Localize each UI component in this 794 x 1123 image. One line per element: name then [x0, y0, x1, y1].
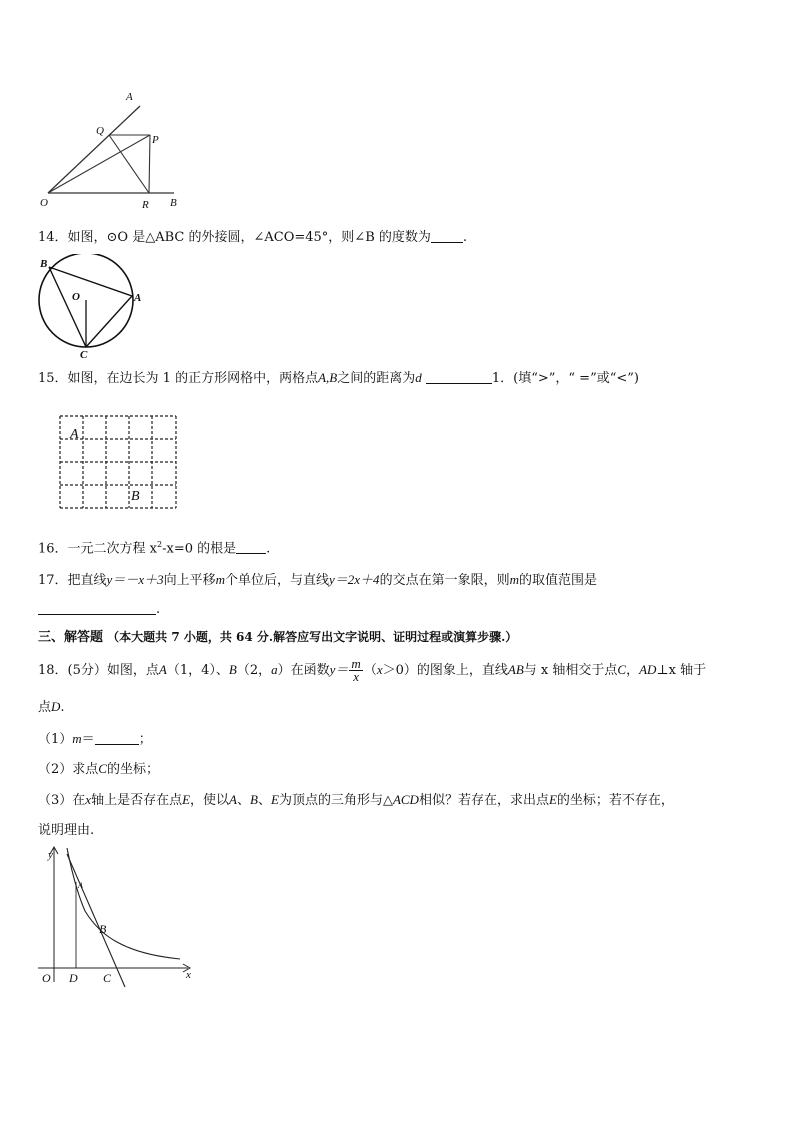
section-3-desc: （本大题共 7 小题，共 64 分.解答应写出文字说明、证明过程或演算步骤.） — [107, 630, 518, 644]
q17-eq1: y＝－x＋3 — [106, 572, 164, 587]
q18-part1 — [38, 729, 152, 750]
hyperbola — [67, 848, 180, 959]
label-Q: Q — [96, 125, 104, 137]
segment-OP — [48, 135, 150, 193]
q18-part3-A: A — [229, 792, 237, 807]
q15-text-a: 15．如图，在边长为 1 的正方形网格中，两格点 — [38, 371, 319, 386]
q17-answer-blank[interactable] — [38, 600, 156, 615]
label-A: A — [78, 881, 83, 890]
q18-part1-end: ； — [138, 732, 152, 747]
q18-part2-C: C — [98, 761, 107, 776]
q18-part2-text: 的坐标； — [106, 762, 159, 777]
q18-A: A — [158, 662, 167, 677]
question-18-line2 — [38, 697, 65, 718]
q18-part1-eq: ＝ — [81, 732, 95, 747]
q18-part3-text: 的坐标；若不存在， — [556, 793, 674, 808]
q18-part3-text: ，使以 — [190, 793, 230, 808]
q17-text-b: 向上平移 — [163, 573, 216, 588]
q17-eq2: y＝2x＋4 — [329, 572, 380, 587]
label-O: O — [40, 197, 48, 209]
q18-B: B — [228, 662, 237, 677]
label-B: B — [170, 197, 177, 209]
q15-points: A,B — [318, 370, 338, 385]
ray-OA — [48, 106, 140, 193]
q16-text-b: -x=0 的根是 — [162, 541, 237, 557]
label-P: P — [152, 134, 159, 146]
label-A: A — [70, 427, 79, 442]
label-y: y — [48, 849, 53, 861]
q18-text: ， — [626, 663, 640, 678]
q15-d: d — [415, 370, 422, 385]
question-15 — [38, 368, 639, 389]
q18-part3-x: x — [85, 792, 92, 807]
q18-part1-m: m — [72, 731, 82, 746]
q18-part3-text: 为顶点的三角形与△ — [278, 793, 393, 808]
q18-AB: AB — [507, 662, 524, 677]
q17-text-d: 的交点在第一象限，则 — [379, 573, 510, 588]
label-O: O — [72, 291, 80, 303]
q16-end: . — [266, 541, 271, 557]
q18-part1-label: （1） — [38, 732, 73, 747]
segment-PR — [149, 135, 150, 193]
q18-part2 — [38, 759, 159, 780]
q18-D: D — [51, 699, 61, 714]
q18-part3-text: 轴上是否存在点 — [91, 793, 183, 808]
q16-text-a: 16．一元二次方程 x — [38, 541, 158, 557]
q18-fraction — [349, 658, 362, 683]
q18-text: ）在函数 — [277, 663, 330, 678]
q18-part1-blank[interactable] — [95, 730, 139, 745]
q18-part3-E: E — [182, 792, 191, 807]
section-3-heading — [38, 627, 517, 648]
q18-part3-line2 — [38, 821, 94, 841]
label-A: A — [134, 292, 142, 304]
q18-part3-text: 说明理由. — [38, 823, 95, 838]
q18-part3-E3: E — [548, 792, 557, 807]
label-C: C — [80, 349, 88, 360]
q18-text: （2， — [236, 663, 272, 678]
q15-text-c: 1．(填“>”，“ =”或“<”) — [491, 371, 639, 386]
q18-text: 与 x 轴相交于点 — [523, 663, 618, 678]
question-18 — [38, 658, 706, 683]
angle-figure — [34, 86, 194, 216]
q18-text: ⊥x 轴于 — [656, 663, 707, 678]
q18-part2-text: （2）求点 — [38, 762, 99, 777]
q18-C: C — [617, 662, 627, 677]
q14-answer-blank[interactable] — [431, 228, 463, 243]
label-B: B — [99, 922, 107, 936]
q18-text: （ — [363, 663, 377, 678]
q18-part3-text: 相似？若存在，求出点 — [418, 793, 549, 808]
q18-y: y＝ — [329, 662, 349, 677]
question-17 — [38, 570, 597, 591]
q18-text: （1，4）、 — [166, 663, 229, 678]
label-B: B — [40, 258, 48, 270]
question-17-line2 — [38, 600, 160, 620]
q17-text-a: 17．把直线 — [38, 573, 107, 588]
q18-part3-E2: E — [270, 792, 279, 807]
q18-part3-text: （3）在 — [38, 793, 86, 808]
q15-text-b: 之间的距离为 — [337, 371, 416, 386]
q17-end: . — [156, 602, 161, 617]
q16-answer-blank[interactable] — [236, 539, 266, 554]
q18-part3-text: 、 — [237, 793, 251, 808]
q18-numerator: m — [351, 656, 361, 671]
q16-sup: 2 — [157, 540, 163, 549]
label-R: R — [142, 199, 149, 211]
label-A: A — [126, 91, 133, 103]
q18-text: 18．(5分）如图，点 — [38, 663, 159, 678]
segment-QR — [109, 135, 149, 193]
q18-text: ＞0）的图象上，直线 — [382, 663, 508, 678]
q18-text: 点 — [38, 700, 52, 715]
q18-denominator: x — [353, 669, 359, 684]
function-graph-figure — [30, 844, 200, 989]
q14-end: . — [462, 230, 468, 245]
q14-text: 14．如图，⊙O 是△ABC 的外接圆，∠ACO=45°，则∠B 的度数为 — [38, 230, 431, 245]
q15-answer-blank[interactable] — [426, 369, 492, 384]
section-3-title: 三、解答题 — [38, 630, 104, 645]
q18-part3 — [38, 790, 674, 811]
q17-text-e: 的取值范围是 — [518, 573, 597, 588]
circle-figure — [34, 254, 152, 360]
segment-BA — [49, 267, 132, 296]
label-D: D — [69, 971, 78, 985]
label-B: B — [131, 489, 140, 504]
q18-part3-ACD: ACD — [392, 792, 419, 807]
q17-text-c: 个单位后，与直线 — [225, 573, 330, 588]
q18-a: a — [271, 662, 278, 677]
grid-figure — [56, 412, 182, 516]
question-16 — [38, 535, 270, 559]
question-14 — [38, 228, 467, 248]
q18-AD: AD — [639, 662, 657, 677]
label-O: O — [42, 971, 51, 985]
q18-part3-text: 、 — [257, 793, 271, 808]
q18-text: . — [60, 700, 65, 715]
q17-m2: m — [509, 572, 519, 587]
segment-AC — [86, 296, 132, 347]
q17-m1: m — [215, 572, 225, 587]
q18-x: x — [376, 662, 383, 677]
label-x: x — [186, 969, 191, 981]
label-C: C — [103, 971, 112, 985]
q18-part3-B: B — [250, 792, 258, 807]
